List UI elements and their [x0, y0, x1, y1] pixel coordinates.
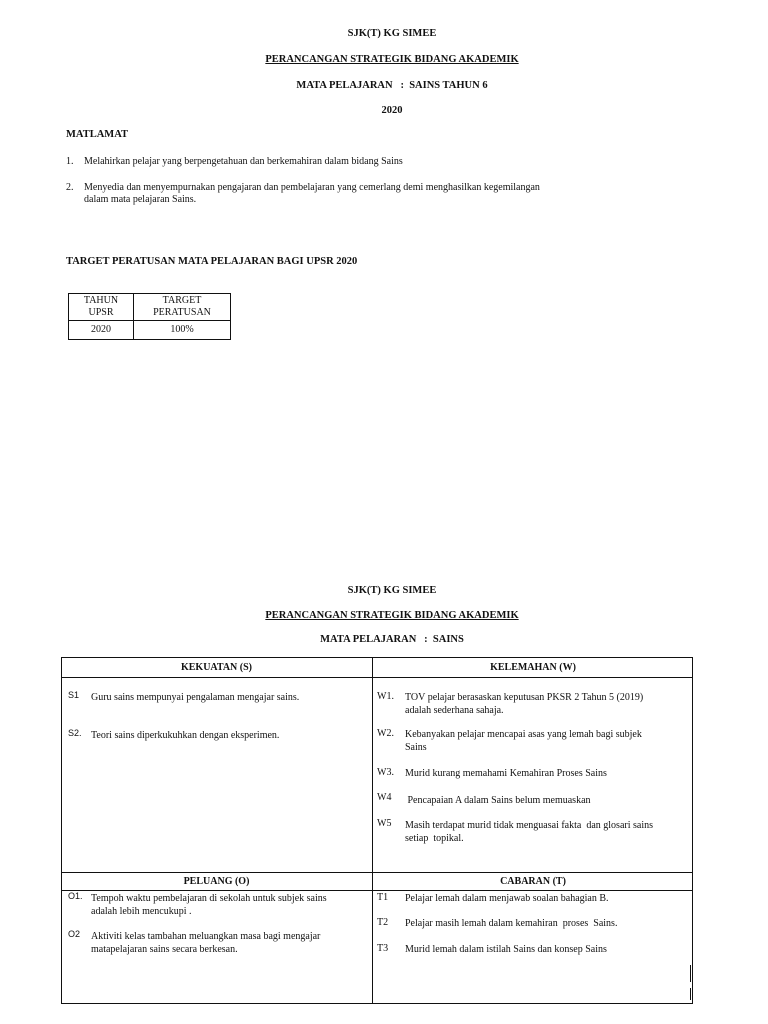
swot-header-line-top — [61, 677, 693, 678]
swot-header-line-bottom — [61, 890, 693, 891]
threat-item: Pelajar masih lemah dalam kemahiran proses Sains. — [405, 918, 618, 929]
weakness-item-line1: Kebanyakan pelajar mencapai asas yang lemah bagi subjek — [405, 729, 642, 740]
weakness-item-line2: setiap topikal. — [405, 833, 464, 844]
swot-middle-line — [61, 872, 693, 873]
matlamat-item-1: Melahirkan pelajar yang berpengetahuan dan berkemahiran dalam bidang Sains — [84, 156, 403, 167]
threat-code: T2 — [377, 917, 389, 928]
year: 2020 — [381, 105, 403, 116]
opportunity-item-line1: Tempoh waktu pembelajaran di sekolah untuk subjek sains — [91, 893, 327, 904]
subject-line-2: MATA PELAJARAN : SAINS — [320, 634, 464, 645]
opportunity-code: O1. — [68, 891, 83, 901]
weakness-code: W3. — [377, 767, 394, 778]
target-heading: TARGET PERATUSAN MATA PELAJARAN BAGI UPSR 2020 — [66, 256, 358, 267]
strength-code: S1 — [68, 690, 80, 700]
target-col2-header: TARGET PERATUSAN — [134, 294, 231, 321]
matlamat-heading: MATLAMAT — [66, 129, 129, 140]
opportunity-item-line2: adalah lebih mencukupi . — [91, 906, 192, 917]
weakness-item-line2: Sains — [405, 742, 427, 753]
stray-mark — [690, 988, 691, 1000]
threats-title: CABARAN (T) — [500, 876, 566, 887]
threat-code: T1 — [377, 892, 389, 903]
strength-item: Teori sains diperkukuhkan dengan eksperimen. — [91, 730, 280, 741]
school-name: SJK(T) KG SIMEE — [347, 28, 437, 39]
strength-item: Guru sains mempunyai pengalaman mengajar sains. — [91, 692, 300, 703]
opportunity-item-line2: matapelajaran sains secara berkesan. — [91, 944, 238, 955]
school-name-2: SJK(T) KG SIMEE — [347, 585, 437, 596]
weakness-code: W5 — [377, 818, 392, 829]
opportunity-item-line1: Aktiviti kelas tambahan meluangkan masa bagi mengajar — [91, 931, 321, 942]
matlamat-num-2: 2. — [66, 182, 74, 193]
document-title-2: PERANCANGAN STRATEGIK BIDANG AKADEMIK — [265, 610, 519, 621]
weakness-code: W2. — [377, 728, 394, 739]
target-row-year: 2020 — [69, 321, 134, 340]
target-table — [68, 293, 231, 340]
threat-item: Murid lemah dalam istilah Sains dan konsep Sains — [405, 944, 607, 955]
weakness-code: W4 — [377, 792, 392, 803]
weakness-item-line1: Masih terdapat murid tidak menguasai fakta dan glosari sains — [405, 820, 653, 831]
matlamat-item-2-line1: Menyedia dan menyempurnakan pengajaran dan pembelajaran yang cemerlang demi menghasilkan kegemilangan — [84, 182, 540, 193]
target-row-value: 100% — [134, 321, 231, 340]
weakness-item-line2: adalah sederhana sahaja. — [405, 705, 504, 716]
swot-divider-vertical — [372, 657, 373, 1004]
threat-code: T3 — [377, 943, 389, 954]
weakness-code: W1. — [377, 691, 394, 702]
matlamat-item-2-line2: dalam mata pelajaran Sains. — [84, 194, 197, 205]
strengths-title: KEKUATAN (S) — [180, 662, 253, 673]
strength-code: S2. — [68, 728, 82, 738]
opportunity-code: O2 — [68, 929, 81, 939]
subject-line: MATA PELAJARAN : SAINS TAHUN 6 — [296, 80, 488, 91]
weakness-item-line1: Murid kurang memahami Kemahiran Proses Sains — [405, 768, 607, 779]
threat-item: Pelajar lemah dalam menjawab soalan bahagian B. — [405, 893, 609, 904]
stray-mark — [690, 965, 691, 982]
weakness-item-line1: Pencapaian A dalam Sains belum memuaskan — [405, 795, 591, 806]
weakness-item-line1: TOV pelajar berasaskan keputusan PKSR 2 Tahun 5 (2019) — [405, 692, 644, 703]
weaknesses-title: KELEMAHAN (W) — [490, 662, 576, 673]
matlamat-num-1: 1. — [66, 156, 74, 167]
document-title: PERANCANGAN STRATEGIK BIDANG AKADEMIK — [265, 54, 519, 65]
opportunities-title: PELUANG (O) — [183, 876, 250, 887]
target-col1-header: TAHUN UPSR — [69, 294, 134, 321]
